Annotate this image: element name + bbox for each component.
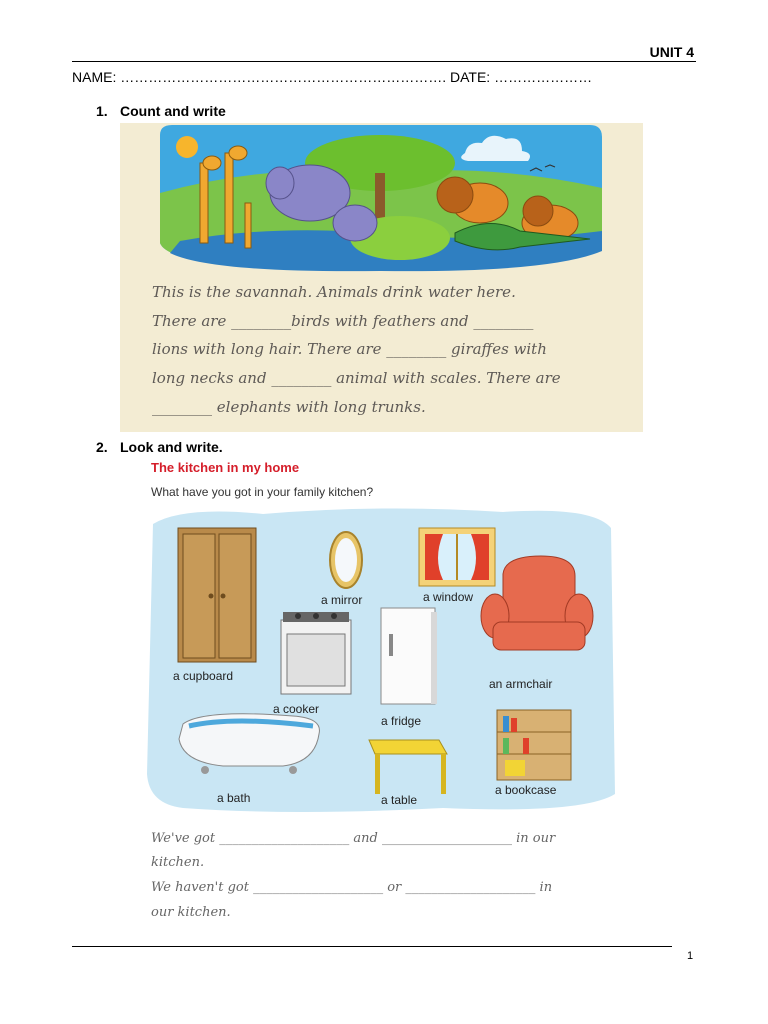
unit-label: UNIT 4 — [649, 44, 694, 60]
savannah-line-2: There are ________birds with feathers and ________ — [152, 312, 534, 330]
label-armchair: an armchair — [489, 677, 553, 691]
label-mirror: a mirror — [321, 593, 363, 607]
page-number: 1 — [687, 950, 694, 962]
savannah-illustration — [150, 123, 613, 273]
kitchen-illustration — [143, 504, 618, 816]
section-1-heading — [96, 103, 226, 119]
header-rule — [72, 61, 696, 62]
window-icon — [419, 528, 495, 586]
label-cooker: a cooker — [273, 702, 320, 716]
section-1-number: 1. — [96, 103, 108, 119]
mirror-icon — [330, 532, 362, 588]
label-window: a window — [423, 590, 474, 604]
kitchen-panel — [143, 456, 618, 928]
section-1-title: Count and write — [120, 103, 226, 119]
footer-rule — [72, 946, 672, 947]
cupboard-icon — [178, 528, 256, 662]
kitchen-question: What have you got in your family kitchen? — [151, 485, 374, 499]
label-fridge: a fridge — [381, 714, 422, 728]
cooker-icon — [281, 612, 351, 694]
sun-icon — [176, 136, 198, 158]
savannah-line-4: long necks and ________ animal with scales. There are — [152, 369, 561, 387]
section-2-number: 2. — [96, 439, 108, 455]
section-2-heading — [96, 439, 223, 455]
kitchen-title: The kitchen in my home — [151, 460, 300, 475]
label-bath: a bath — [217, 791, 251, 805]
name-date-line: NAME: ……………………………………………………………. DATE: ………………… — [72, 69, 593, 85]
savannah-line-1: This is the savannah. Animals drink water here. — [152, 283, 516, 301]
kitchen-line-4: our kitchen. — [151, 905, 231, 920]
kitchen-line-2: kitchen. — [151, 855, 205, 870]
kitchen-line-1: We've got ____________________ and ____________________ in our — [151, 831, 556, 846]
savannah-line-5: ________ elephants with long trunks. — [152, 398, 426, 416]
section-2-title: Look and write. — [120, 439, 223, 455]
savannah-line-3: lions with long hair. There are ________ giraffes with — [152, 340, 547, 358]
bookcase-icon — [497, 710, 571, 780]
label-table: a table — [381, 793, 418, 807]
savannah-panel — [120, 123, 643, 432]
fridge-icon — [381, 608, 437, 704]
kitchen-line-3: We haven't got ____________________ or ____________________ in — [151, 880, 553, 895]
label-cupboard: a cupboard — [173, 669, 234, 683]
label-bookcase: a bookcase — [495, 783, 557, 797]
